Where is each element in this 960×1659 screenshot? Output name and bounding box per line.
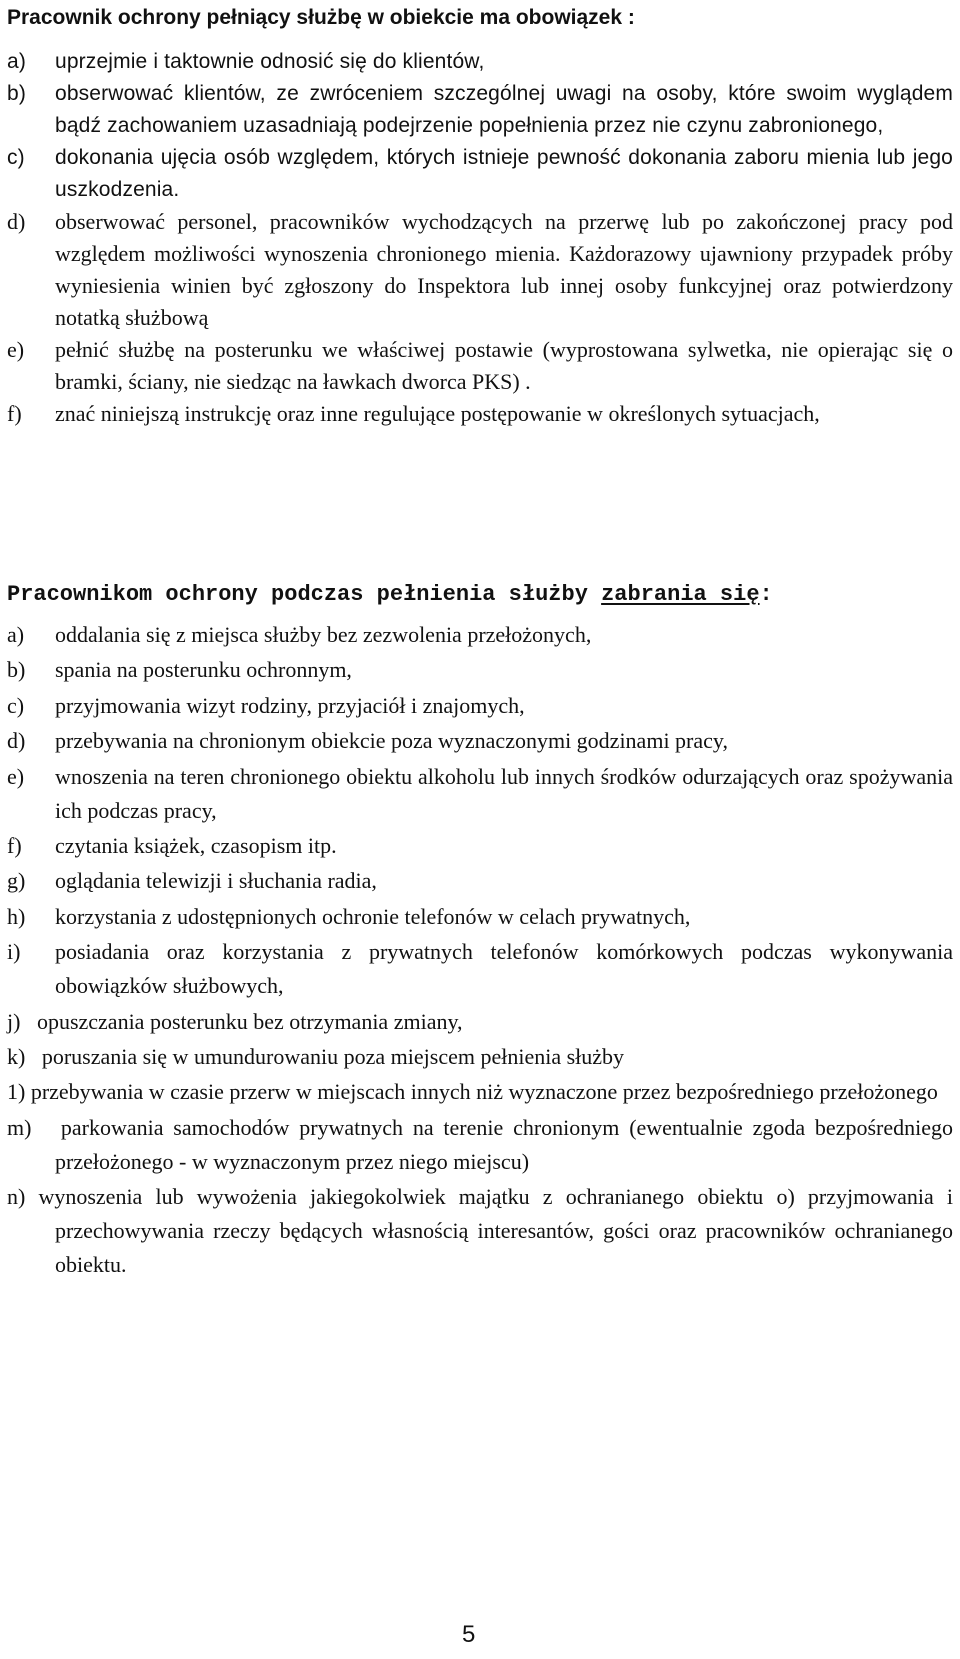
prohibition-text: przebywania na chronionym obiekcie poza wyznaczonymi godzinami pracy, — [55, 728, 728, 754]
prohibition-text: oglądania telewizji i słuchania radia, — [55, 868, 377, 894]
duty-item-d — [7, 206, 953, 334]
prohibition-item-g — [7, 864, 953, 898]
list-marker: a) — [7, 622, 25, 647]
prohibition-item-k — [7, 1040, 953, 1074]
prohibition-text: przyjmowania wizyt rodziny, przyjaciół i znajomych, — [55, 692, 525, 718]
prohibition-text: wynoszenia lub wywożenia jakiegokolwiek majątku z ochranianego obiektu o) przyjmowania i przechowywania rzeczy będących własnością interesantów, gości oraz pracowników ochranianego obiektu. — [38, 1184, 953, 1278]
prohibition-item-c — [7, 689, 953, 723]
prohibitions-heading-underlined: zabrania się — [601, 582, 760, 607]
list-marker: n) — [7, 1184, 26, 1210]
prohibition-item-i — [7, 935, 953, 1003]
prohibition-text: czytania książek, czasopism itp. — [55, 832, 337, 858]
list-marker: d) — [7, 728, 26, 754]
list-marker: f) — [7, 832, 22, 858]
duties-heading: Pracownik ochrony pełniący służbę w obiekcie ma obowiązek : — [7, 6, 635, 29]
prohibitions-section — [7, 580, 953, 1283]
duty-text: obserwować personel, pracowników wychodzących na przerwę lub po zakończonej pracy pod względem możliwości wynoszenia chronionego mienia. Każdorazowy ujawniony przypadek próby wyniesienia winien być zgłoszony do Inspektora lub innej osoby funkcyjnej oraz potwierdzony notatką służbową — [55, 209, 953, 330]
prohibition-text: poruszania się w umundurowaniu poza miejscem pełnienia służby — [41, 1043, 625, 1069]
list-marker: a) — [7, 50, 26, 73]
prohibition-text: opuszczania posterunku bez otrzymania zmiany, — [36, 1008, 463, 1034]
list-marker: m) — [7, 1114, 32, 1140]
list-marker: h) — [7, 903, 26, 929]
duty-text: znać niniejszą instrukcję oraz inne regulujące postępowanie w określonych sytuacjach, — [55, 401, 820, 426]
prohibition-text: spania na posterunku ochronnym, — [55, 657, 352, 683]
list-marker: f) — [7, 401, 22, 426]
list-marker: b) — [7, 82, 26, 105]
prohibition-item-l — [7, 1075, 953, 1109]
duty-text: pełnić służbę na posterunku we właściwej postawie (wyprostowana sylwetka, nie opierając się o bramki, ściany, nie siedząc na ławkach dworca PKS) . — [55, 337, 953, 394]
prohibitions-heading-end: : — [759, 582, 773, 607]
duties-section — [7, 4, 953, 430]
prohibitions-heading — [7, 580, 953, 610]
list-marker: d) — [7, 209, 26, 234]
duties-list — [7, 46, 953, 430]
prohibition-item-e — [7, 760, 953, 828]
duty-item-f — [7, 398, 953, 430]
prohibition-item-n — [7, 1180, 953, 1282]
prohibition-item-j — [7, 1005, 953, 1039]
prohibition-item-a — [7, 618, 953, 652]
duty-text: uprzejmie i taktownie odnosić się do klientów, — [55, 50, 485, 73]
prohibition-text: posiadania oraz korzystania z prywatnych telefonów komórkowych podczas wykonywania obowiązków służbowych, — [55, 939, 953, 999]
duty-item-b — [7, 78, 953, 142]
prohibition-item-h — [7, 900, 953, 934]
list-marker: i) — [7, 939, 21, 965]
list-marker: j) — [7, 1008, 21, 1034]
list-marker: c) — [7, 692, 25, 718]
list-marker: k) — [7, 1043, 26, 1069]
list-marker: c) — [7, 146, 25, 169]
prohibition-item-f — [7, 829, 953, 863]
prohibition-text: przebywania w czasie przerw w miejscach innych niż wyznaczone przez bezpośredniego przełożonego — [30, 1079, 938, 1105]
page-number: 5 — [462, 1621, 476, 1648]
duty-text: dokonania ujęcia osób względem, których istnieje pewność dokonania zaboru mienia lub jego uszkodzenia. — [55, 146, 953, 201]
duty-item-e — [7, 334, 953, 398]
duty-item-a — [7, 46, 953, 78]
prohibition-text: korzystania z udostępnionych ochronie telefonów w celach prywatnych, — [55, 903, 691, 929]
prohibitions-list — [7, 618, 953, 1282]
prohibition-item-d — [7, 724, 953, 758]
list-marker: b) — [7, 657, 26, 683]
prohibition-text: parkowania samochodów prywatnych na terenie chronionym (ewentualnie zgoda bezpośredniego przełożonego - w wyznaczonym przez niego miejscu) — [55, 1114, 953, 1174]
list-marker: e) — [7, 337, 25, 362]
prohibition-item-b — [7, 653, 953, 687]
duty-item-c — [7, 142, 953, 206]
prohibition-text: oddalania się z miejsca służby bez zezwolenia przełożonych, — [55, 622, 592, 647]
list-marker: e) — [7, 763, 25, 789]
list-marker: 1) — [7, 1079, 26, 1105]
prohibition-item-m — [7, 1111, 953, 1179]
prohibition-text: wnoszenia na teren chronionego obiektu alkoholu lub innych środków odurzających oraz spożywania ich podczas pracy, — [55, 763, 953, 823]
duty-text: obserwować klientów, ze zwróceniem szczególnej uwagi na osoby, które swoim wyglądem bądź zachowaniem uzasadniają podejrzenie popełnienia przez nie czynu zabronionego, — [55, 82, 953, 137]
prohibitions-heading-main: Pracownikom ochrony podczas pełnienia służby — [7, 582, 602, 607]
list-marker: g) — [7, 868, 26, 894]
